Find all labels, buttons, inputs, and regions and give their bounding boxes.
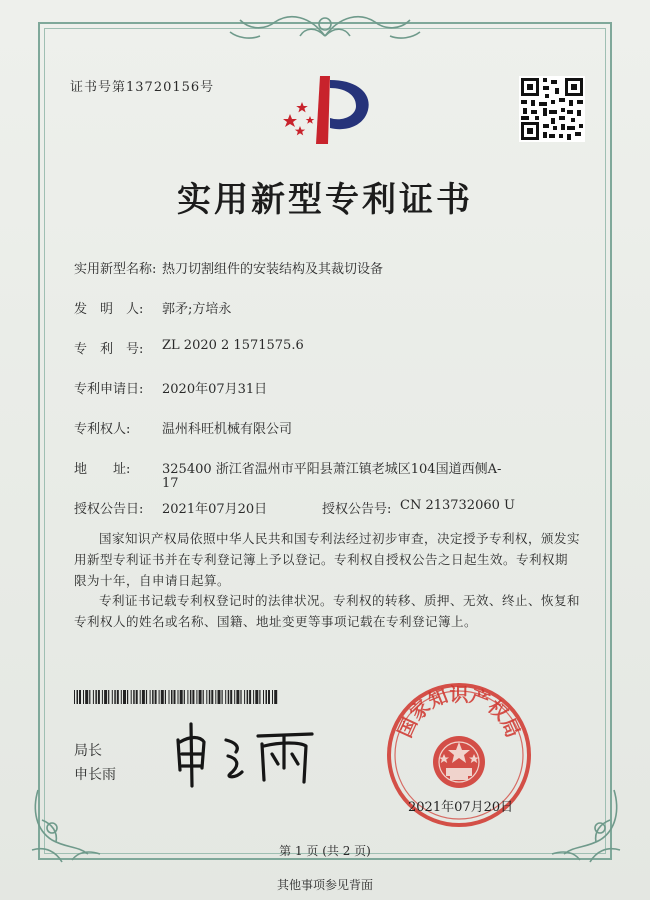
- name-label: 实用新型名称:: [74, 262, 157, 277]
- address-line-1: 325400 浙江省温州市平阳县萧江镇老城区104国道西侧A-: [162, 462, 502, 477]
- address-line-2: 17: [162, 476, 179, 491]
- director-signature-icon: [170, 720, 320, 790]
- body-paragraph-2: 专利证书记载专利权登记时的法律状况。专利权的转移、质押、无效、终止、恢复和专利权人的姓名或名称、国籍、地址变更等事项记载在专利登记簿上。: [74, 593, 581, 629]
- page-title: 实用新型专利证书: [177, 180, 473, 220]
- grant-date-value: 2021年07月20日: [162, 502, 268, 517]
- seal-date: 2021年07月20日: [408, 800, 514, 815]
- patent-number-label: 专 利 号:: [74, 342, 144, 357]
- barcode-icon: [74, 690, 278, 704]
- director-name: 申长雨: [74, 767, 116, 783]
- filing-date-label: 专利申请日:: [74, 382, 144, 397]
- director-title: 局长: [74, 743, 102, 759]
- inventor-label: 发 明 人:: [74, 302, 144, 317]
- top-ornament-icon: [220, 6, 430, 46]
- address-label: 地 址:: [74, 462, 131, 477]
- grant-number-label: 授权公告号:: [322, 502, 392, 517]
- patent-number-value: ZL 2020 2 1571575.6: [162, 338, 304, 353]
- footer-note: 其他事项参见背面: [276, 878, 373, 892]
- patentee-label: 专利权人:: [74, 422, 131, 437]
- page-number: 第 1 页 (共 2 页): [279, 844, 371, 858]
- cnipa-logo-icon: [276, 70, 376, 150]
- inventor-value: 郭矛;方培永: [162, 302, 232, 317]
- grant-date-label: 授权公告日:: [74, 502, 144, 517]
- filing-date-value: 2020年07月31日: [162, 382, 268, 397]
- certificate-number: 证书号第13720156号: [70, 80, 215, 95]
- body-paragraph-1: 国家知识产权局依照中华人民共和国专利法经过初步审查，决定授予专利权，颁发实用新型专利证书并在专利登记簿上予以登记。专利权自授权公告之日起生效。专利权期限为十年，自申请日起算。: [74, 531, 581, 588]
- svg-text:国家知识产权局: 国家知识产权局: [394, 683, 524, 741]
- grant-number-value: CN 213732060 U: [400, 498, 515, 513]
- qr-code-icon: [519, 76, 585, 142]
- name-value: 热刀切割组件的安装结构及其裁切设备: [162, 262, 384, 277]
- patentee-value: 温州科旺机械有限公司: [162, 422, 293, 437]
